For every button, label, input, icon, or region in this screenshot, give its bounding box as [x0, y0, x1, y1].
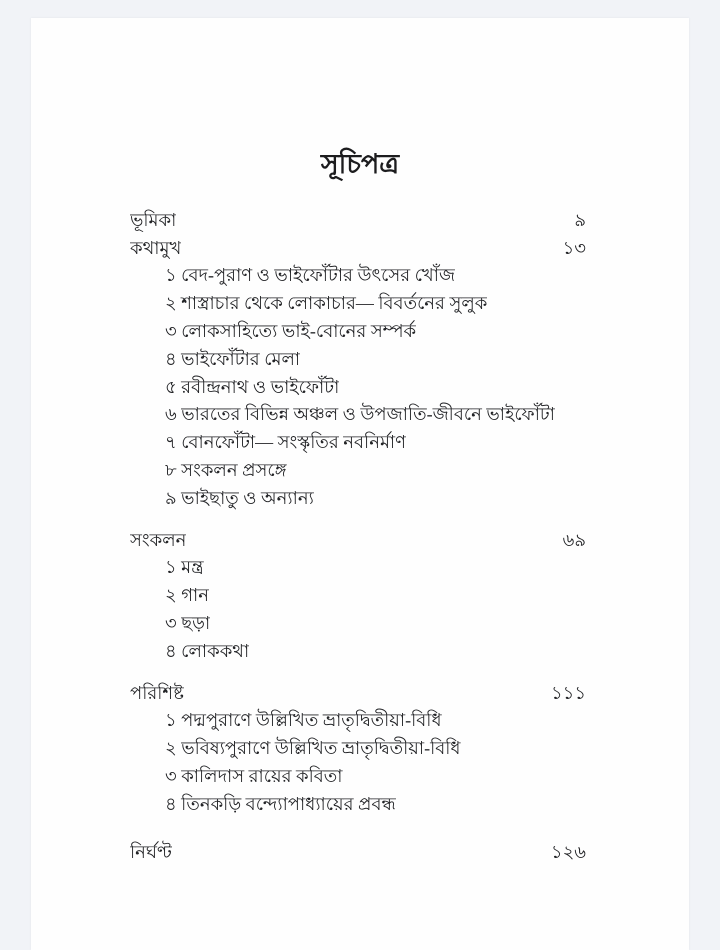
- toc-subentry: [130, 318, 586, 346]
- toc-subentry: [130, 262, 586, 290]
- toc-subentry: [130, 457, 586, 485]
- toc-subentry-label: ১ বেদ-পুরাণ ও ভাইফোঁটার উৎসের খোঁজ: [165, 265, 456, 286]
- toc-entry-label: কথামুখ: [130, 237, 182, 258]
- toc-subentry-label: ২ গান: [165, 585, 209, 606]
- toc-subentry-label: ৩ কালিদাস রায়ের কবিতা: [165, 765, 343, 786]
- toc-entry-page-number: ৯: [574, 209, 586, 230]
- toc-subentry: [130, 374, 586, 402]
- toc-subentry: [130, 429, 586, 457]
- scanned-book-page: [31, 18, 689, 950]
- toc-subentry: [130, 735, 586, 763]
- toc-entry-page-number: ৬৯: [562, 529, 586, 550]
- toc-subentry: [130, 707, 586, 735]
- toc-subentry: [130, 791, 586, 819]
- toc-subentry-label: ১ পদ্মপুরাণে উল্লিখিত ভ্রাতৃদ্বিতীয়া-বিধি: [165, 710, 442, 731]
- toc-subentry: [130, 763, 586, 791]
- toc-entry-label: সংকলন: [130, 529, 187, 550]
- toc-entry-label: পরিশিষ্ট: [130, 682, 184, 703]
- toc-entry-parishishta: [130, 680, 586, 708]
- toc-entry-label: নির্ঘণ্ট: [130, 841, 172, 862]
- toc-subentry-label: ৬ ভারতের বিভিন্ন অঞ্চল ও উপজাতি-জীবনে ভাইফোঁটা: [165, 404, 555, 425]
- toc-subentry: [130, 485, 586, 513]
- toc-entry-nirghanta: [130, 839, 586, 867]
- toc-subentry-label: ৮ সংকলন প্রসঙ্গে: [165, 459, 287, 480]
- page-title: সূচিপত্র: [320, 149, 400, 179]
- toc-subentry: [130, 610, 586, 638]
- toc-subentry: [130, 346, 586, 374]
- toc-entry-bhumika: [130, 207, 586, 235]
- table-of-contents: [130, 207, 586, 867]
- toc-subentry: [130, 582, 586, 610]
- toc-subentry-label: ৪ লোককথা: [165, 640, 250, 661]
- toc-subentry-label: ২ শাস্ত্রাচার থেকে লোকাচার— বিবর্তনের সুলুক: [165, 293, 488, 314]
- toc-entry-page-number: ১২৬: [550, 841, 586, 862]
- toc-entry-page-number: ১৩: [562, 237, 586, 258]
- toc-entry-kathamukh: [130, 235, 586, 263]
- toc-subentry-label: ৭ বোনফোঁটা— সংস্কৃতির নবনির্মাণ: [165, 432, 407, 453]
- toc-entry-sankalan: [130, 527, 586, 555]
- toc-subentry-label: ৪ ভাইফোঁটার মেলা: [165, 348, 301, 369]
- toc-subentry: [130, 401, 586, 429]
- toc-subentry-label: ৯ ভাইছাতু ও অন্যান্য: [165, 487, 314, 508]
- toc-subentry-label: ১ মন্ত্র: [165, 557, 204, 578]
- toc-subentry: [130, 290, 586, 318]
- toc-subentry-label: ৪ তিনকড়ি বন্দ্যোপাধ্যায়ের প্রবন্ধ: [165, 793, 396, 814]
- toc-subentry-label: ৩ ছড়া: [165, 612, 211, 633]
- toc-subentry-label: ২ ভবিষ্যপুরাণে উল্লিখিত ভ্রাতৃদ্বিতীয়া-বিধি: [165, 738, 461, 759]
- toc-entry-page-number: ১১১: [550, 682, 586, 703]
- toc-subentry-label: ৫ রবীন্দ্রনাথ ও ভাইফোঁটা: [165, 376, 340, 397]
- toc-subentry: [130, 638, 586, 666]
- toc-subentry: [130, 554, 586, 582]
- toc-subentry-label: ৩ লোকসাহিত্যে ভাই-বোনের সম্পর্ক: [165, 320, 417, 341]
- toc-entry-label: ভূমিকা: [130, 209, 177, 230]
